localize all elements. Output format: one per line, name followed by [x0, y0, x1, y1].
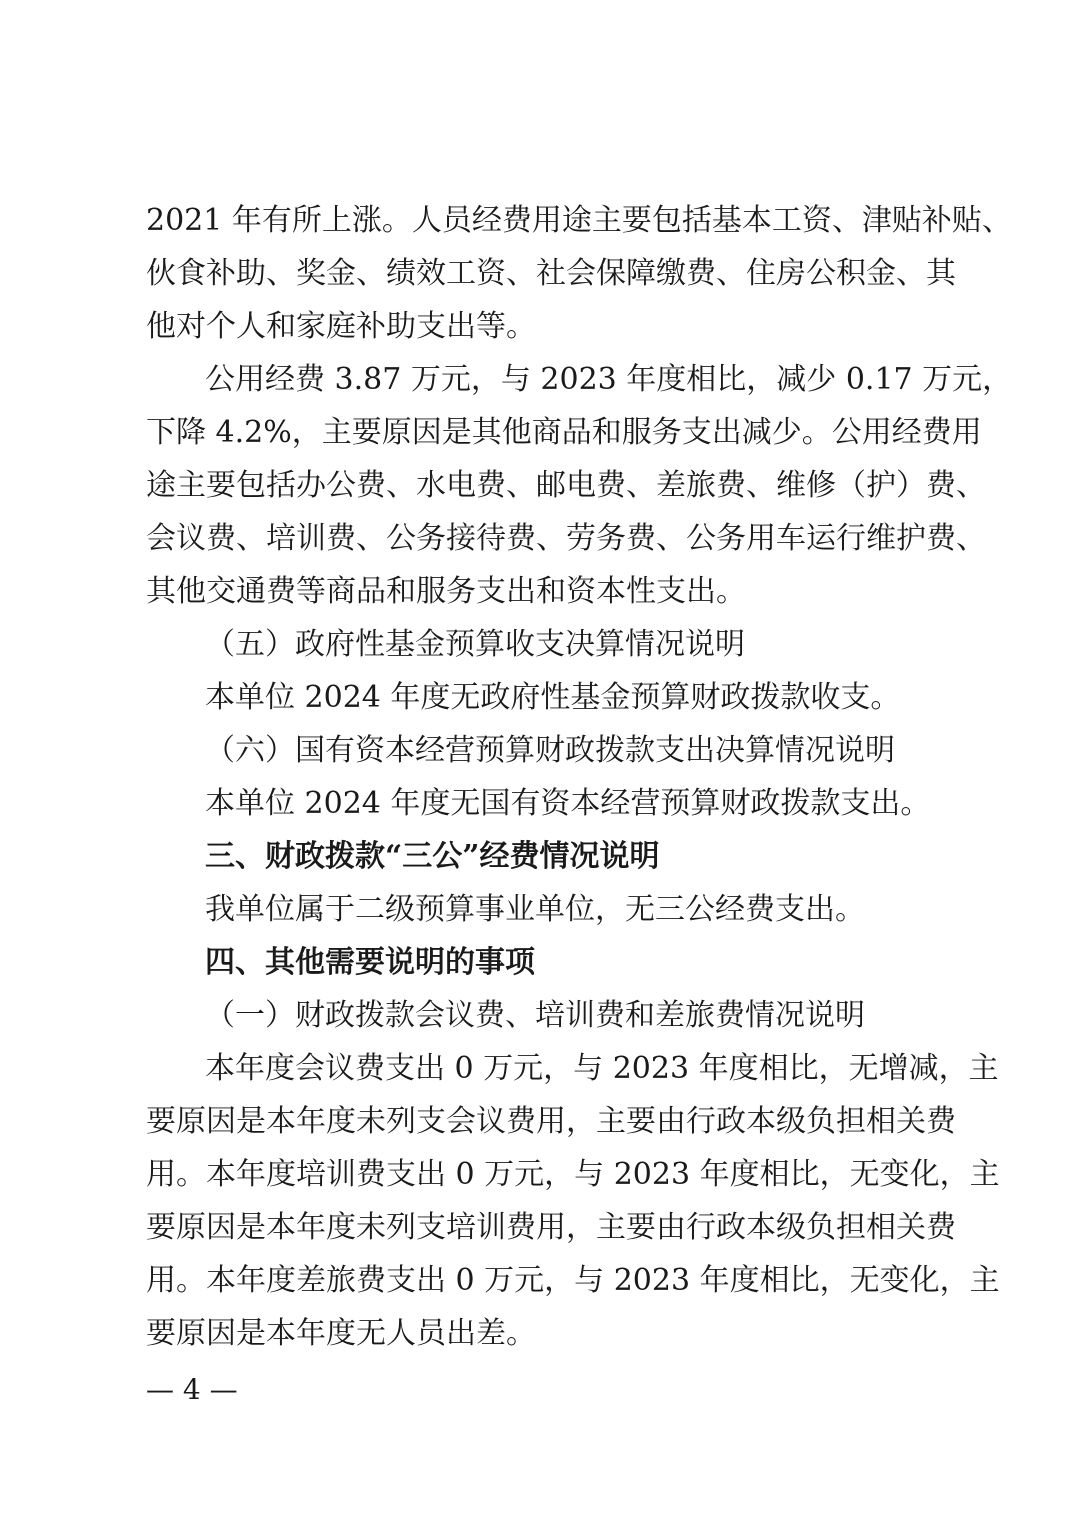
text-line: 用。本年度差旅费支出 0 万元，与 2023 年度相比，无变化，主 — [146, 1263, 1000, 1298]
text-line: 用。本年度培训费支出 0 万元，与 2023 年度相比，无变化，主 — [146, 1157, 1000, 1192]
chapter-heading: 四、其他需要说明的事项 — [205, 945, 535, 980]
text-line: 本年度会议费支出 0 万元，与 2023 年度相比，无增减，主 — [205, 1051, 999, 1086]
text-line: 其他交通费等商品和服务支出和资本性支出。 — [146, 574, 746, 609]
section-heading: （五）政府性基金预算收支决算情况说明 — [205, 627, 745, 662]
text-line: 伙食补助、奖金、绩效工资、社会保障缴费、住房公积金、其 — [146, 256, 956, 291]
text-line: 要原因是本年度未列支培训费用，主要由行政本级负担相关费 — [146, 1210, 956, 1245]
document-body — [146, 194, 1013, 1360]
text-line: 我单位属于二级预算事业单位，无三公经费支出。 — [205, 892, 865, 927]
page-number: — 4 — — [146, 1373, 238, 1406]
text-line: 要原因是本年度未列支会议费用，主要由行政本级负担相关费 — [146, 1104, 956, 1139]
text-line: 本单位 2024 年度无政府性基金预算财政拨款收支。 — [205, 680, 901, 715]
text-line: 下降 4.2%，主要原因是其他商品和服务支出减少。公用经费用 — [146, 415, 982, 450]
chapter-heading: 三、财政拨款“三公”经费情况说明 — [205, 839, 660, 874]
text-line: 公用经费 3.87 万元，与 2023 年度相比，减少 0.17 万元， — [205, 362, 1013, 397]
section-heading: （一）财政拨款会议费、培训费和差旅费情况说明 — [205, 998, 865, 1033]
text-line: 2021 年有所上涨。人员经费用途主要包括基本工资、津贴补贴、 — [146, 203, 1012, 238]
text-line: 要原因是本年度无人员出差。 — [146, 1316, 536, 1351]
section-heading: （六）国有资本经营预算财政拨款支出决算情况说明 — [205, 733, 895, 768]
text-line: 会议费、培训费、公务接待费、劳务费、公务用车运行维护费、 — [146, 521, 986, 556]
text-line: 他对个人和家庭补助支出等。 — [146, 309, 536, 344]
text-line: 本单位 2024 年度无国有资本经营预算财政拨款支出。 — [205, 786, 931, 821]
text-line: 途主要包括办公费、水电费、邮电费、差旅费、维修（护）费、 — [146, 468, 986, 503]
